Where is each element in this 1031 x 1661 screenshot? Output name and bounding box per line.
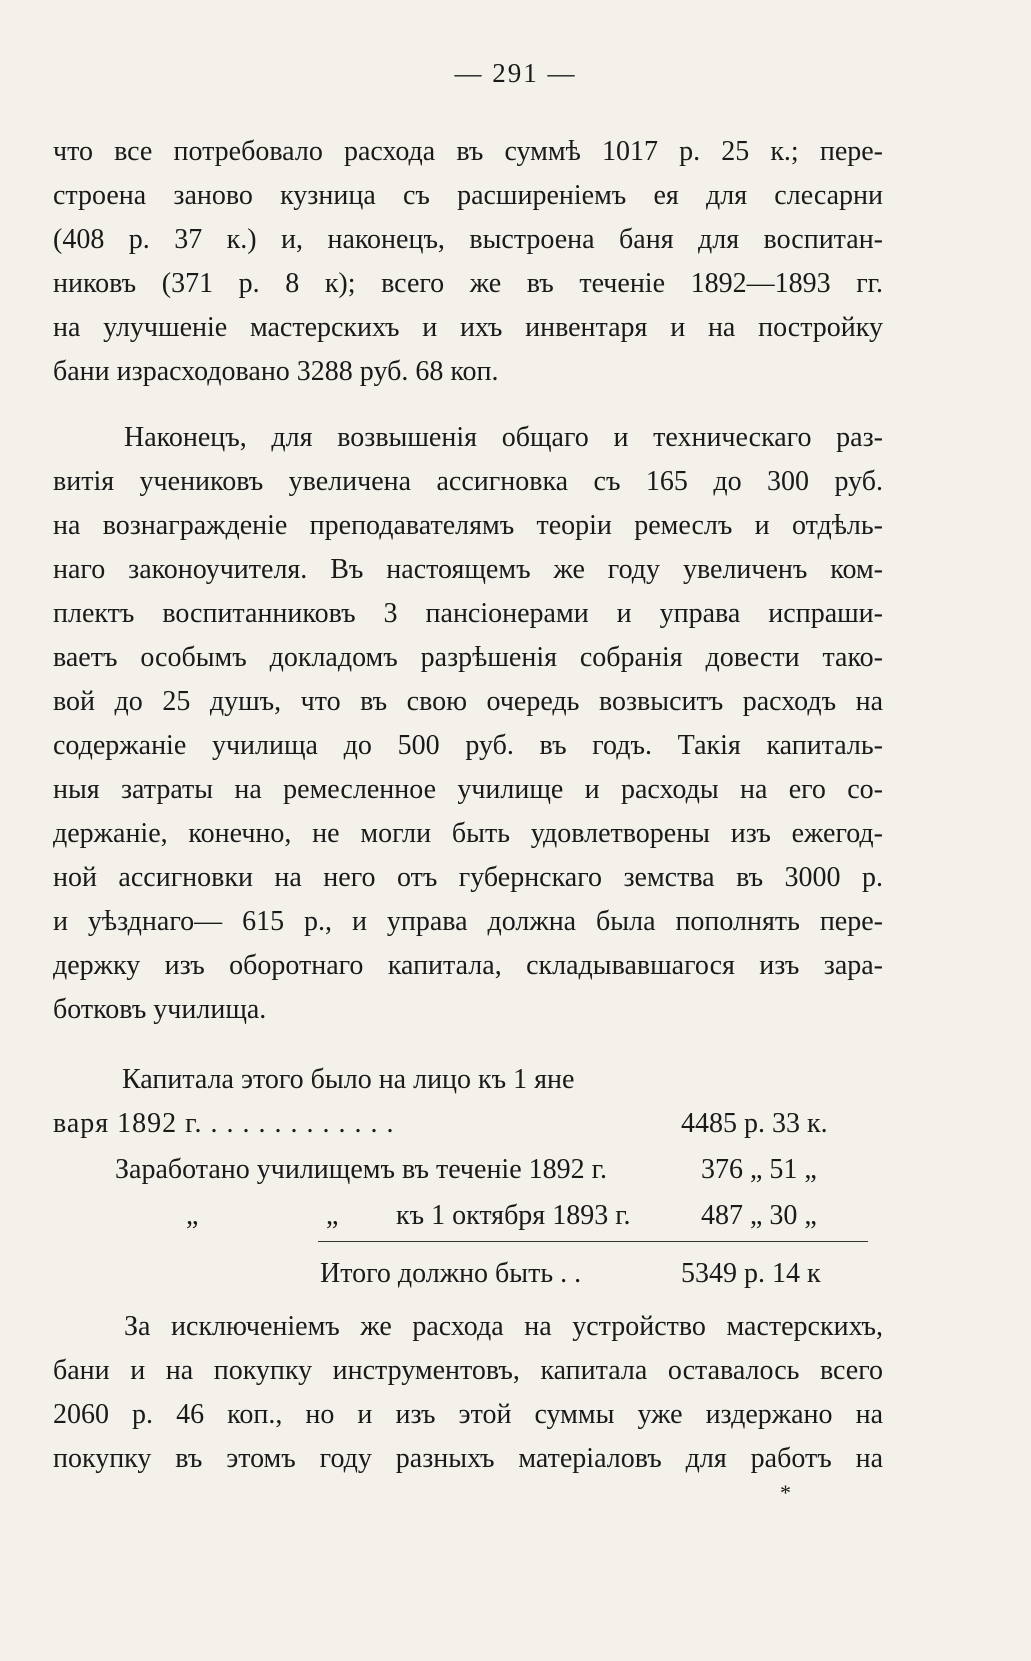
text-line: ной ассигновки на него отъ губернскаго земства въ 3000 р. — [53, 862, 883, 893]
text-line: бани и на покупку инструментовъ, капитала оставалось всего — [53, 1355, 883, 1386]
ditto-mark: „ — [186, 1200, 199, 1231]
table-row-label: Заработано училищемъ въ теченіе 1892 г. — [115, 1154, 607, 1185]
ditto-mark: „ — [326, 1200, 339, 1231]
text-line: ваетъ особымъ докладомъ разрѣшенія собранія довести тако- — [53, 642, 883, 673]
text-line: (408 р. 37 к.) и, наконецъ, выстроена баня для воспитан- — [53, 224, 883, 255]
text-line: держку изъ оборотнаго капитала, складывавшагося изъ зара- — [53, 950, 883, 981]
text-line: витія учениковъ увеличена ассигновка съ 165 до 300 руб. — [53, 466, 883, 497]
page-number: — 291 — — [454, 58, 577, 88]
text-line: бани израсходовано 3288 руб. 68 коп. — [53, 356, 499, 387]
text-line: ботковъ училища. — [53, 994, 267, 1025]
text-line: вой до 25 душъ, что въ свою очередь возвыситъ расходъ на — [53, 686, 883, 717]
text-line: строена заново кузница съ расширеніемъ ея для слесарни — [53, 180, 883, 211]
text-line: и уѣзднаго— 615 р., и управа должна была пополнять пере- — [53, 906, 883, 937]
text-line: 2060 р. 46 коп., но и изъ этой суммы уже издержано на — [53, 1399, 883, 1430]
text-line: никовъ (371 р. 8 к); всего же въ теченіе 1892—1893 гг. — [53, 268, 883, 299]
signature-mark: * — [780, 1480, 791, 1505]
text-line: на улучшеніе мастерскихъ и ихъ инвентаря и на постройку — [53, 312, 883, 343]
total-amount: 5349 р. 14 к — [681, 1258, 821, 1289]
total-label: Итого должно быть . . — [320, 1258, 582, 1289]
table-row-amount: 4485 р. 33 к. — [681, 1108, 828, 1139]
text-line: на вознагражденіе преподавателямъ теоріи ремеслъ и отдѣль- — [53, 510, 883, 541]
text-line: ныя затраты на ремесленное училище и расходы на его со- — [53, 774, 883, 805]
text-line: За исключеніемъ же расхода на устройство мастерскихъ, — [124, 1311, 883, 1342]
sum-rule — [318, 1241, 868, 1242]
text-line: плектъ воспитанниковъ 3 пансіонерами и управа испраши- — [53, 598, 883, 629]
table-row-label: къ 1 октября 1893 г. — [396, 1200, 631, 1231]
text-line: что все потребовало расхода въ суммѣ 1017 р. 25 к.; пере- — [53, 136, 883, 167]
table-row-amount: 487 „ 30 „ — [701, 1200, 817, 1231]
table-row-label: варя 1892 г. . . . . . . . . . . . . — [53, 1108, 395, 1139]
text-line: наго законоучителя. Въ настоящемъ же году увеличенъ ком- — [53, 554, 883, 585]
table-row-label: Капитала этого было на лицо къ 1 яне — [122, 1064, 575, 1095]
text-line: держаніе, конечно, не могли быть удовлетворены изъ ежегод- — [53, 818, 883, 849]
text-line: покупку въ этомъ году разныхъ матеріаловъ для работъ на — [53, 1443, 883, 1474]
table-row-amount: 376 „ 51 „ — [701, 1154, 817, 1185]
text-line: содержаніе училища до 500 руб. въ годъ. Такія капиталь- — [53, 730, 883, 761]
text-line: Наконецъ, для возвышенія общаго и техническаго раз- — [124, 422, 883, 453]
